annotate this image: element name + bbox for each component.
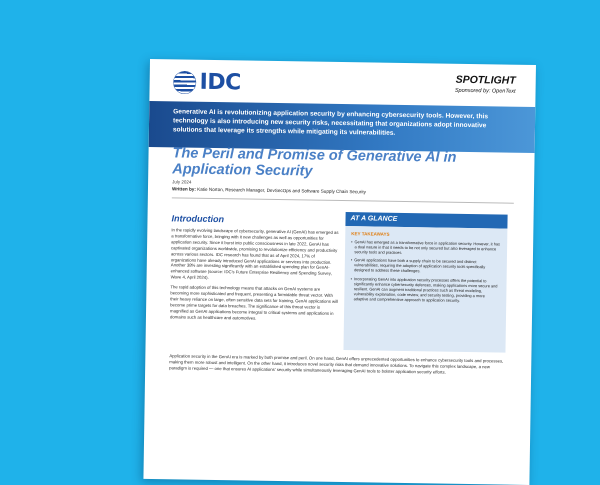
authors-text: Katie Norton, Research Manager, DevSecOps and Software Supply Chain Security xyxy=(197,186,366,195)
authors-line xyxy=(172,186,366,194)
key-takeaways-label: KEY TAKEAWAYS xyxy=(351,231,390,237)
at-a-glance-heading: AT A GLANCE xyxy=(345,212,507,229)
logo-text: IDC xyxy=(199,69,241,96)
at-a-glance-body xyxy=(343,226,507,353)
bullet-icon: • xyxy=(350,257,353,263)
authors-label: Written by: xyxy=(171,186,196,192)
full-width-text xyxy=(169,353,505,380)
takeaway-text: Incorporating GenAI into application security processes offers the potential to significantly enhance cybersecurity defenses, making applications more secure and resilient. GenAI can augment traditional practices such as threat modeling, vulnerability explanation, code review, and security testing, providing a more adaptive and comprehensive approach to application security. xyxy=(353,275,498,303)
takeaway-text: GenAI applications have both a supply chain to be secured and distinct vulnerabilities, requiring the adoption of application security tools specifically designed to address these challenges. xyxy=(354,257,486,274)
at-a-glance-box xyxy=(343,212,507,353)
idc-logo xyxy=(173,71,240,94)
page-header xyxy=(149,59,536,105)
intro-paragraph-1: In the rapidly evolving landscape of cybersecurity, generative AI (GenAI) has emerged as a transformative force, bringing with it new challenges as well as opportunities for application security. Since it burst into public consciousness in late 2022, GenAI has captivated organizations worldwide, promising to revolutionize efficiency and productivity across various sectors. IDC research has found that as of April 2024, 17% of organizations have already introduced GenAI applications or services into production. Another 38% are investing significantly with an established spending plan for GenAI-enhanced software (source: IDC's Future Enterprise Resiliency and Spending Survey, Wave 4, April 2024). xyxy=(170,227,339,281)
publication-date: July 2024 xyxy=(172,179,192,185)
intro-paragraph-2: The rapid adoption of this technology means that attacks on GenAI systems are becoming more sophisticated and frequent, presenting a formidable threat vector. With their heavy reliance on large, often sensitive data sets for training, GenAI applications will become prime targets for data breaches. The significance of this threat vector is magnified as GenAI applications become integral to critical systems and applications in domains such as healthcare and automotives. xyxy=(169,284,339,321)
introduction-section xyxy=(170,213,340,326)
globe-icon xyxy=(173,71,195,93)
document-page xyxy=(143,59,536,485)
takeaway-item xyxy=(351,257,501,275)
takeaway-item xyxy=(351,239,501,257)
takeaway-item xyxy=(350,276,500,304)
bullet-icon: • xyxy=(350,275,353,281)
takeaway-text: GenAI has emerged as a transformative force in application security. However, it has a dual nature in that it needs to be not only secured but also leveraged to enhance security tools and practices. xyxy=(354,239,501,256)
spotlight-label: SPOTLIGHT xyxy=(455,73,516,87)
bullet-icon: • xyxy=(351,239,353,245)
spotlight-block xyxy=(455,74,516,95)
divider xyxy=(172,197,514,203)
introduction-heading: Introduction xyxy=(171,213,225,225)
intro-paragraph-3: Application security in the GenAI era is marked by both promise and peril. On one hand, GenAI offers unprecedented opportunities to enhance cybersecurity tools and processes, making them more robust and intelligent. On the other hand, it introduces novel security risks that demand innovative solutions. To navigate this complex landscape, a new paradigm is required — one that ensures AI applications' security while simultaneously leveraging GenAI tools to bolster application security efforts. xyxy=(169,353,504,375)
sponsor-label: Sponsored by: OpenText xyxy=(454,87,516,95)
summary-banner: Generative AI is revolutionizing application security by enhancing cybersecurity tools. However, this technology is also introducing new security risks, necessitating that organizations adopt innovative solutions that leverage its strengths while mitigating its vulnerabilities. xyxy=(149,101,536,153)
document-title: The Peril and Promise of Generative AI in Application Security xyxy=(172,145,457,180)
